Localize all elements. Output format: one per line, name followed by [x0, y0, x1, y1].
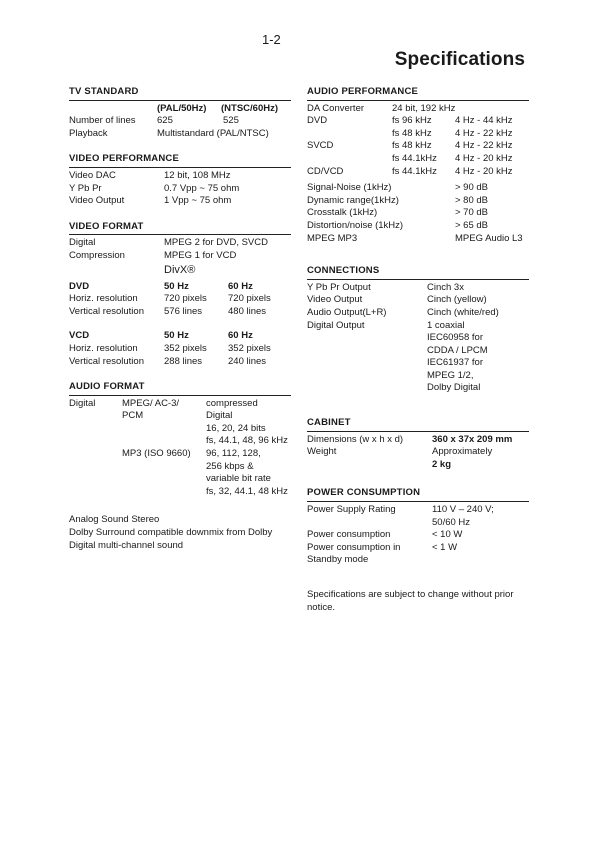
table-cell [307, 128, 392, 141]
table-cell: Horiz. resolution [69, 342, 138, 354]
table-cell: Audio Output(L+R) [307, 306, 387, 318]
connections-section [307, 265, 529, 395]
table-cell: 525 [223, 115, 239, 127]
table-cell: 288 lines [164, 355, 203, 367]
table-row [307, 103, 529, 116]
codec-desc-line: 96, 112, 128, [206, 448, 261, 460]
table-row [307, 529, 529, 542]
note-line: notice. [307, 601, 335, 613]
table-row [307, 140, 529, 153]
table-cell: Signal-Noise (1kHz) [307, 182, 392, 194]
table-cell: 720 pixels [164, 293, 207, 305]
table-cell: 4 Hz - 44 kHz [455, 115, 513, 127]
table-cell: fs 44.1kHz [392, 152, 437, 164]
codec-desc-line: 16, 20, 24 bits [206, 422, 266, 434]
table-cell: 24 bit, 192 kHz [392, 102, 456, 114]
codec-desc-line: compressed [206, 397, 258, 409]
table-row [307, 446, 529, 471]
table-row [69, 448, 291, 498]
standby-label [307, 542, 432, 567]
table-cell: Weight [307, 446, 337, 458]
codec-line: MPEG/ AC-3/ [122, 397, 180, 409]
table-row [69, 356, 291, 369]
table-row [69, 398, 291, 448]
table-cell: MPEG Audio L3 [455, 232, 523, 244]
page-title: Specifications [394, 49, 525, 70]
table-cell: (NTSC/60Hz) [221, 102, 279, 114]
table-row [307, 294, 529, 307]
table-cell: DVD [69, 280, 90, 292]
vcd-header [69, 330, 291, 343]
left-column [69, 86, 291, 565]
table-cell: 4 Hz - 20 kHz [455, 152, 513, 164]
table-cell: fs 48 kHz [392, 127, 432, 139]
table-row [307, 166, 529, 179]
value-line: 50/60 Hz [432, 516, 471, 528]
table-cell: 4 Hz - 20 kHz [455, 165, 513, 177]
table-row [307, 434, 529, 447]
table-cell: 12 bit, 108 MHz [164, 169, 231, 181]
table-cell: 480 lines [228, 305, 267, 317]
table-cell: 240 lines [228, 355, 267, 367]
table-cell: > 70 dB [455, 207, 489, 219]
table-cell: < 10 W [432, 529, 463, 541]
table-row [307, 128, 529, 141]
table-cell: > 90 dB [455, 182, 489, 194]
table-header [69, 103, 291, 116]
footer-note [307, 589, 529, 614]
table-row [307, 153, 529, 166]
table-row [69, 170, 291, 183]
value-line: Dolby Digital [427, 382, 481, 394]
table-cell: CD/VCD [307, 165, 344, 177]
table-cell: SVCD [307, 140, 334, 152]
table-row [69, 128, 291, 141]
table-cell: MPEG 2 for DVD, SVCD [164, 237, 268, 249]
section-heading: CONNECTIONS [307, 265, 529, 280]
table-cell: Cinch (white/red) [427, 306, 499, 318]
table-cell: fs 48 kHz [392, 140, 432, 152]
table-row [307, 542, 529, 567]
table-cell: Y Pb Pr Output [307, 281, 371, 293]
value-line: MPEG 1/2, [427, 369, 474, 381]
table-cell: 50 Hz [164, 330, 189, 342]
digital-output-values [427, 320, 488, 396]
table-cell: < 1 W [432, 541, 458, 553]
codec-line: MP3 (ISO 9660) [122, 448, 191, 460]
table-cell: Power consumption [307, 529, 391, 541]
table-row [69, 250, 291, 263]
table-cell: Video Output [307, 294, 363, 306]
table-cell: Dimensions (w x h x d) [307, 433, 404, 445]
codec-desc-line: variable bit rate [206, 473, 271, 485]
table-cell: Video Output [69, 195, 125, 207]
table-cell: Vertical resolution [69, 305, 144, 317]
table-cell: 360 x 37x 209 mm [432, 433, 513, 445]
table-cell: 60 Hz [228, 330, 253, 342]
value-line: CDDA / LPCM [427, 344, 488, 356]
page-number: 1-2 [262, 32, 281, 47]
table-cell: MPEG 1 for VCD [164, 249, 237, 261]
table-row [307, 207, 529, 220]
codec-desc-line: fs, 32, 44.1, 48 kHz [206, 485, 288, 497]
table-cell [307, 153, 392, 166]
section-heading: CABINET [307, 417, 529, 432]
note-line: Dolby Surround compatible downmix from Dolby [69, 527, 273, 539]
table-cell: DivX® [164, 263, 196, 276]
table-cell: > 65 dB [455, 219, 489, 231]
section-heading: VIDEO FORMAT [69, 221, 291, 236]
table-row [69, 293, 291, 306]
table-cell: Power Supply Rating [307, 504, 396, 516]
value-line: IEC61937 for [427, 357, 483, 369]
table-cell: Number of lines [69, 115, 136, 127]
table-row [69, 343, 291, 356]
table-cell: Horiz. resolution [69, 293, 138, 305]
table-row [69, 237, 291, 250]
table-cell: 60 Hz [228, 280, 253, 292]
table-cell: fs 44.1kHz [392, 165, 437, 177]
table-row [307, 220, 529, 233]
table-cell: DA Converter [307, 102, 365, 114]
table-row [69, 115, 291, 128]
power-section [307, 487, 529, 567]
table-cell: 352 pixels [164, 342, 207, 354]
table-cell: 1 Vpp ~ 75 ohm [164, 195, 232, 207]
table-cell: Crosstalk (1kHz) [307, 207, 378, 219]
table-cell: (PAL/50Hz) [157, 102, 207, 114]
value-line: 110 V – 240 V; [432, 504, 494, 516]
table-cell: Playback [69, 127, 108, 139]
table-cell: Digital Output [307, 319, 365, 331]
table-cell: DVD [307, 115, 328, 127]
table-cell: fs 96 kHz [392, 115, 432, 127]
audio-notes [69, 514, 291, 552]
table-cell: Cinch 3x [427, 281, 464, 293]
audio-format-section [69, 381, 291, 552]
value-line: 1 coaxial [427, 319, 465, 331]
table-cell: Digital [69, 397, 96, 409]
note-line: Specifications are subject to change without prior [307, 589, 514, 600]
value-line: IEC60958 for [427, 332, 483, 344]
value-line: Approximately [432, 446, 493, 458]
rating-values [432, 504, 494, 529]
codec-cell [122, 448, 206, 498]
table-row [307, 282, 529, 295]
table-cell: 625 [157, 115, 173, 127]
table-row [69, 263, 291, 277]
codec-cell [122, 398, 206, 448]
table-cell: Digital [69, 237, 96, 249]
table-cell: 4 Hz - 22 kHz [455, 127, 513, 139]
codec-desc-line: fs, 44.1, 48, 96 kHz [206, 435, 288, 447]
note-line: Digital multi-channel sound [69, 539, 184, 551]
table-cell: 4 Hz - 22 kHz [455, 140, 513, 152]
video-performance-section [69, 153, 291, 207]
weight-values [432, 446, 492, 471]
label-line: Standby mode [307, 554, 369, 566]
table-cell: Vertical resolution [69, 355, 144, 367]
section-heading: AUDIO PERFORMANCE [307, 86, 529, 101]
codec-desc [206, 398, 288, 448]
table-cell: 50 Hz [164, 280, 189, 292]
audio-performance-section [307, 86, 529, 245]
table-cell: 0.7 Vpp ~ 75 ohm [164, 182, 240, 194]
value-line: 2 kg [432, 458, 452, 470]
table-cell: MPEG MP3 [307, 232, 358, 244]
video-format-section [69, 221, 291, 368]
table-cell [69, 263, 164, 277]
table-cell: 720 pixels [228, 293, 271, 305]
table-cell: Multistandard (PAL/NTSC) [157, 127, 269, 139]
table-cell: VCD [69, 330, 90, 342]
section-heading: POWER CONSUMPTION [307, 487, 529, 502]
label-line: Power consumption in [307, 541, 401, 553]
codec-desc-line: Digital [206, 410, 233, 422]
table-row [307, 195, 529, 208]
table-cell: Distortion/noise (1kHz) [307, 219, 404, 231]
table-cell: Dynamic range(1kHz) [307, 194, 399, 206]
table-cell: Video DAC [69, 169, 116, 181]
codec-desc [206, 448, 288, 498]
table-row [307, 307, 529, 320]
table-row [69, 183, 291, 196]
table-row [69, 306, 291, 319]
table-cell: > 80 dB [455, 194, 489, 206]
table-row [307, 233, 529, 246]
table-cell [69, 103, 157, 116]
table-row [69, 195, 291, 208]
table-cell: 576 lines [164, 305, 203, 317]
table-cell: Y Pb Pr [69, 182, 102, 194]
section-heading: TV STANDARD [69, 86, 291, 101]
dvd-header [69, 281, 291, 294]
section-heading: VIDEO PERFORMANCE [69, 153, 291, 168]
table-row [307, 504, 529, 529]
codec-line: PCM [122, 410, 144, 422]
table-cell: 352 pixels [228, 342, 271, 354]
table-row [307, 115, 529, 128]
tv-standard-section [69, 86, 291, 140]
table-row [307, 320, 529, 396]
table-row [307, 182, 529, 195]
cabinet-section [307, 417, 529, 471]
codec-desc-line: 256 kbps & [206, 460, 254, 472]
right-column [307, 86, 529, 614]
table-cell: Compression [69, 249, 125, 261]
table-cell: Cinch (yellow) [427, 294, 487, 306]
section-heading: AUDIO FORMAT [69, 381, 291, 396]
note-line: Analog Sound Stereo [69, 514, 160, 526]
